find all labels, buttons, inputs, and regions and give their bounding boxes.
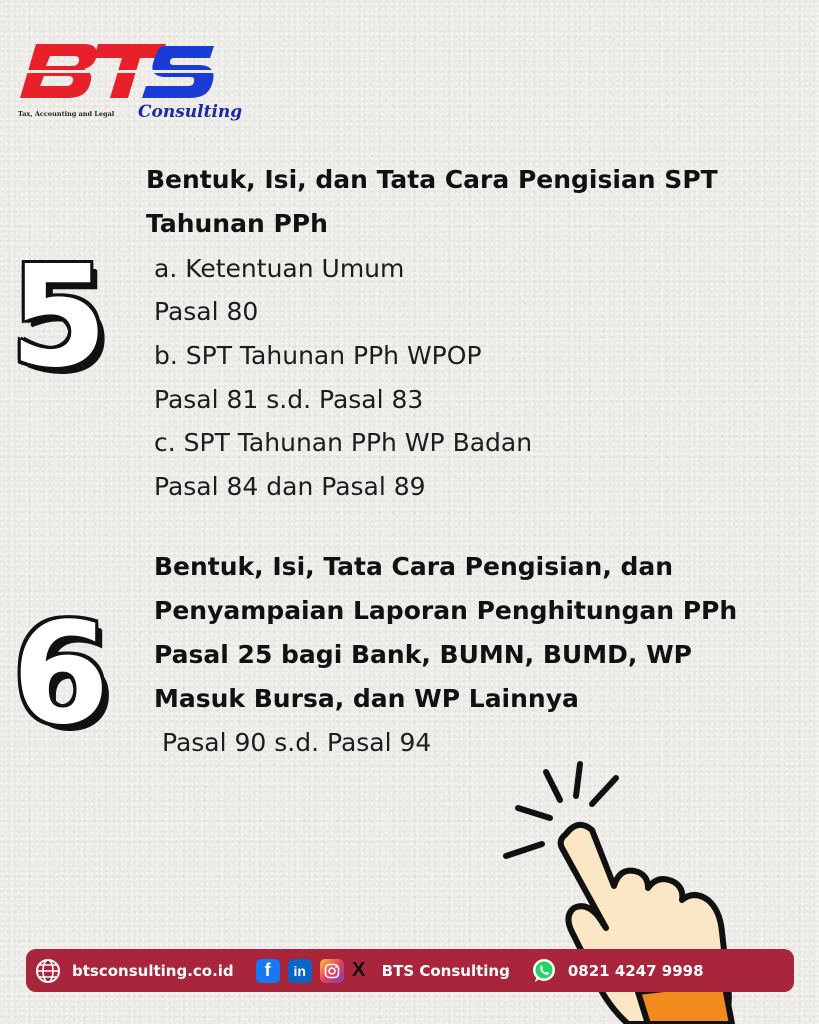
section-6-heading-line-1: Bentuk, Isi, Tata Cara Pengisian, dan [154, 552, 674, 581]
footer-bar [26, 949, 794, 992]
section-5-heading-line-1: Bentuk, Isi, dan Tata Cara Pengisian SPT [146, 165, 718, 194]
section-6-heading-line-4: Masuk Bursa, dan WP Lainnya [154, 684, 579, 713]
section-5-item: Pasal 84 dan Pasal 89 [154, 472, 426, 501]
section-5-item: Pasal 80 [154, 297, 259, 326]
phone-number[interactable]: 0821 4247 9998 [567, 961, 704, 980]
facebook-icon[interactable]: f [256, 959, 280, 983]
section-6-number: 6 [12, 593, 110, 756]
section-5-item: c. SPT Tahunan PPh WP Badan [154, 428, 533, 457]
logo-tagline: Tax, Accounting and Legal [18, 110, 115, 118]
section-6-heading-line-2: Penyampaian Laporan Penghitungan PPh [154, 596, 738, 625]
bts-logo-mark [14, 36, 219, 111]
x-icon[interactable]: X [352, 959, 366, 981]
section-5-item: a. Ketentuan Umum [154, 254, 405, 283]
linkedin-icon[interactable]: in [288, 959, 312, 983]
section-6-heading-line-3: Pasal 25 bagi Bank, BUMN, BUMD, WP [154, 640, 692, 669]
logo-consulting-text: Consulting [138, 102, 243, 122]
section-5-item: Pasal 81 s.d. Pasal 83 [154, 385, 424, 414]
instagram-icon[interactable] [320, 959, 344, 983]
section-5-number: 5 [10, 236, 108, 399]
brand-name: BTS Consulting [381, 961, 510, 980]
section-5-heading-line-2: Tahunan PPh [146, 209, 328, 238]
website-link[interactable]: btsconsulting.co.id [72, 961, 234, 980]
whatsapp-icon[interactable] [530, 957, 558, 985]
section-6-item: Pasal 90 s.d. Pasal 94 [162, 728, 432, 757]
section-5-item: b. SPT Tahunan PPh WPOP [154, 341, 482, 370]
globe-icon [34, 957, 62, 985]
bts-logo [14, 36, 243, 126]
